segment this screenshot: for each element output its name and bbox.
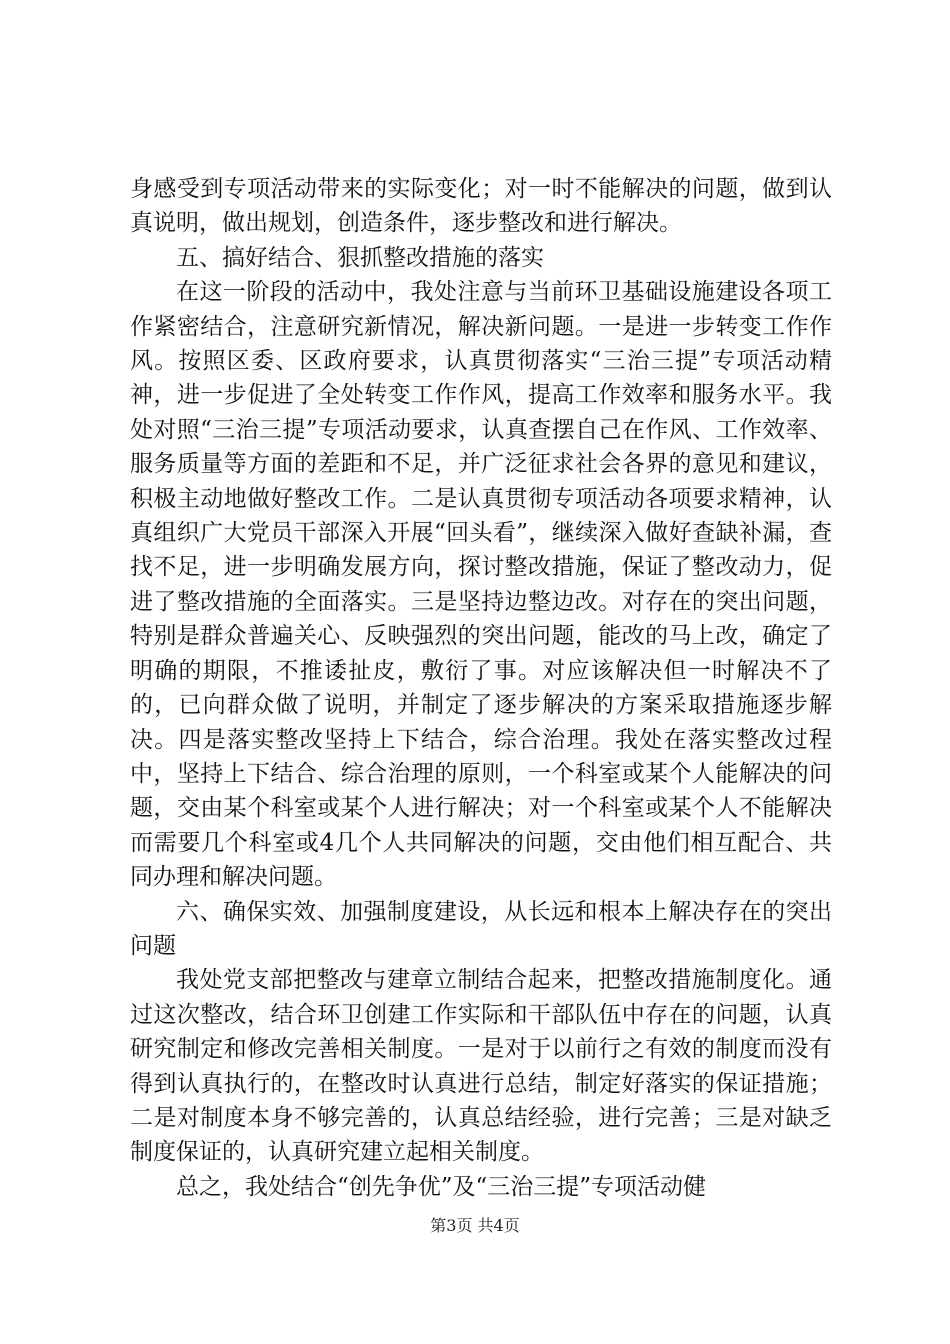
document-body	[130, 172, 832, 1204]
page-number: 第3页 共4页	[430, 1216, 520, 1235]
paragraph-continuation: 身感受到专项活动带来的实际变化；对一时不能解决的问题，做到认真说明，做出规划，创造条件，逐步整改和进行解决。	[130, 176, 832, 237]
paragraph-section-6-body: 我处党支部把整改与建章立制结合起来，把整改措施制度化。通过这次整改，结合环卫创建工作实际和干部队伍中存在的问题，认真研究制定和修改完善相关制度。一是对于以前行之有效的制度而没有得到认真执行的，在整改时认真进行总结，制定好落实的保证措施；二是对制度本身不够完善的，认真总结经验，进行完善；三是对缺乏制度保证的，认真研究建立起相关制度。	[130, 967, 832, 1166]
section-heading-5: 五、搞好结合、狠抓整改措施的落实	[176, 244, 544, 271]
page-footer	[0, 1216, 950, 1236]
paragraph-section-5-body: 在这一阶段的活动中，我处注意与当前环卫基础设施建设各项工作紧密结合，注意研究新情况，解决新问题。一是进一步转变工作作风。按照区委、区政府要求，认真贯彻落实“三治三提”专项活动精神，进一步促进了全处转变工作作风，提高工作效率和服务水平。我处对照“三治三提”专项活动要求，认真查摆自己在作风、工作效率、服务质量等方面的差距和不足，并广泛征求社会各界的意见和建议，积极主动地做好整改工作。二是认真贯彻专项活动各项要求精神，认真组织广大党员干部深入开展“回头看”，继续深入做好查缺补漏，查找不足，进一步明确发展方向，探讨整改措施，保证了整改动力，促进了整改措施的全面落实。三是坚持边整边改。对存在的突出问题，特别是群众普遍关心、反映强烈的突出问题，能改的马上改，确定了明确的期限，不推诿扯皮，敷衍了事。对应该解决但一时解决不了的，已向群众做了说明，并制定了逐步解决的方案采取措施逐步解决。四是落实整改坚持上下结合，综合治理。我处在落实整改过程中，坚持上下结合、综合治理的原则，一个科室或某个人能解决的问题，交由某个科室或某个人进行解决；对一个科室或某个人不能解决而需要几个科室或4几个人共同解决的问题，交由他们相互配合、共同办理和解决问题。	[130, 279, 832, 891]
paragraph-summary-start: 总之，我处结合“创先争优”及“三治三提”专项活动健	[176, 1173, 707, 1200]
section-heading-6: 六、确保实效、加强制度建设，从长远和根本上解决存在的突出问题	[130, 898, 832, 959]
